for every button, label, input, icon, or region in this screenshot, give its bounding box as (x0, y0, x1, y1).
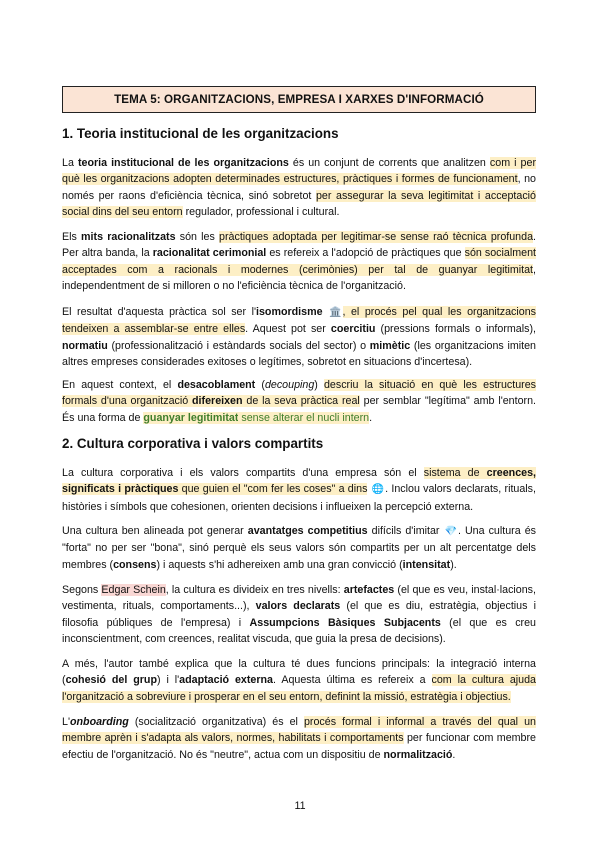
term: cohesió del grup (65, 674, 157, 687)
term: artefactes (343, 584, 395, 596)
text: ) i l' (156, 674, 180, 687)
text: La cultura corporativa i els valors compartits d'una empresa són el (62, 467, 424, 479)
text: ( (255, 379, 265, 391)
text: de la seva pràctica real (242, 395, 360, 408)
text: és un conjunt de corrents que analitzen (288, 157, 490, 169)
section-2-paragraph-1 (62, 465, 536, 515)
text: . Una cultura és "forta" no per ser "bona", sinó perquè els seus valors són compartits per un alt percentatge dels membres ( (62, 525, 536, 571)
text: es refereix a l'adopció de pràctiques que (266, 247, 465, 260)
text: difícils d'imitar (367, 525, 444, 537)
section-1-heading: 1. Teoria institucional de les organitzacions (62, 126, 339, 141)
text: sistema de (423, 467, 487, 479)
term: mimètic (369, 339, 411, 352)
text: (pressions formals o informals), (375, 323, 536, 336)
term: normatiu (62, 339, 108, 352)
text: (professionalització i estàndards socials del sector) o (107, 339, 370, 352)
term: isomordisme (256, 306, 323, 318)
text: El resultat d'aquesta pràctica sol ser l' (62, 306, 256, 318)
classical-building-icon: 🏛️ (329, 307, 342, 318)
chapter-title-box (62, 86, 536, 113)
green-term: guanyar legitimitat (143, 411, 239, 424)
author-name: Edgar Schein (101, 584, 166, 596)
text: Segons (62, 584, 102, 596)
section-1-paragraph-2 (62, 229, 536, 295)
text: . (369, 411, 373, 424)
text: (el que es creu inconscientment, com creences, realitat viscuda, que guia la presa de decisions). (62, 616, 536, 646)
section-2-paragraph-3 (62, 582, 536, 648)
term: intensitat (402, 558, 451, 571)
highlight: procés formal i informal a través del qual un membre aprèn i s'adapta als valors, normes, habilitats i comportaments (62, 716, 536, 745)
term: normalització (383, 748, 453, 761)
text: A més, l'autor també explica que la cultura té dues funcions principals: la integració interna ( (62, 658, 536, 687)
term: desacoblament (177, 379, 256, 391)
text: per semblar "legítima" amb l'entorn. És una forma de (62, 395, 537, 424)
highlight: per assegurar la seva legitimitat i acceptació social dins del seu entorn (62, 189, 536, 219)
text: descriu la situació en què les estructures formals d'una organització (62, 379, 537, 408)
gem-icon: 💎 (444, 526, 457, 537)
text: (les organitzacions imiten altres empreses considerades exitoses o legítimes, sobretot en situacions d'incertesa). (62, 339, 536, 369)
section-1-paragraph-4 (62, 377, 536, 426)
text: La (62, 157, 78, 169)
term: creences, significats i pràctiques (62, 467, 536, 496)
highlight: són socialment acceptades com a racionals i modernes (cerimònies) per tal de guanyar legitimitat (62, 247, 536, 276)
text: . Inclou valors declarats, rituals, històries i símbols que cohesionen, orienten decisions i influeixen la percepció externa. (62, 483, 536, 513)
chapter-title: TEMA 5: ORGANITZACIONS, EMPRESA I XARXES D'INFORMACIÓ (114, 93, 484, 106)
section-2-paragraph-5 (62, 714, 536, 763)
text: (socialització organitzativa) és el (128, 716, 304, 728)
section-1-paragraph-3 (62, 304, 536, 371)
text: . Aquesta última es refereix a (273, 674, 432, 687)
text: són les (175, 231, 220, 243)
highlight: com la cultura ajuda l'organització a sobreviure i prosperar en el seu entorn, definint la missió, estratègia i objectius. (62, 674, 536, 703)
text: que guien el "com fer les coses" a dins (178, 483, 368, 496)
highlight: pràctiques adoptada per legitimar-se sense raó tècnica profunda (219, 231, 534, 243)
term: difereixen (192, 395, 243, 408)
term-english: decouping (264, 379, 315, 391)
globe-icon: 🌐 (371, 484, 385, 496)
page-number: 11 (294, 800, 306, 812)
section-1-paragraph-1 (62, 155, 536, 221)
term: valors declarats (255, 600, 341, 613)
term: teoria institucional de les organitzacions (77, 157, 289, 169)
term: racionalitat cerimonial (152, 247, 267, 260)
text: ) (314, 379, 324, 391)
term: adaptació externa (179, 674, 274, 687)
green-text: sense alterar el nucli intern (238, 411, 370, 424)
term: avantatges competitius (247, 525, 368, 537)
text: (el que es veu, instal·lacions, vestimenta, rituals, comportaments...), (62, 584, 536, 613)
text: Els (62, 231, 82, 243)
text: ). (450, 558, 457, 571)
text: ) i aquests s'hi adhereixen amb una gran convicció ( (156, 558, 403, 571)
term: onboarding (69, 716, 129, 728)
text: per funcionar com membre efectiu de l'organització. No és "neutre", actua com un dispositiu de (62, 732, 536, 761)
term: consens (113, 558, 157, 571)
text: L' (62, 716, 70, 728)
highlight: com i per què les organitzacions adopten determinades estructures, pràctiques i formes de funcionament (62, 157, 537, 186)
text: En aquest context, el (62, 379, 178, 391)
section-2-paragraph-2 (62, 523, 536, 573)
text: (el que es diu, estratègia, objectius i filosofia públiques de l'empresa) i (62, 600, 536, 629)
term: mits racionalitzats (81, 231, 176, 243)
text: . Aquest pot ser (245, 323, 331, 336)
term: Assumpcions Bàsiques Subjacents (249, 616, 441, 629)
text: regulador, professional i cultural. (182, 206, 340, 219)
section-2-paragraph-4 (62, 656, 536, 705)
highlight: , el procés pel qual les organitzacions tendeixen a assemblar-se entre elles (62, 306, 536, 336)
text: . Per altra banda, la (62, 231, 536, 260)
text: , independentment de si milloren o no l'eficiència tècnica de l'organització. (62, 263, 536, 293)
text: , la cultura es divideix en tres nivells: (165, 584, 344, 596)
text: . (452, 748, 456, 761)
text: Una cultura ben alineada pot generar (62, 525, 248, 537)
term: coercitiu (330, 323, 376, 336)
section-2-heading: 2. Cultura corporativa i valors compartits (62, 436, 324, 451)
text: , no només per raons d'eficiència tècnica, sinó sobretot (62, 173, 536, 202)
